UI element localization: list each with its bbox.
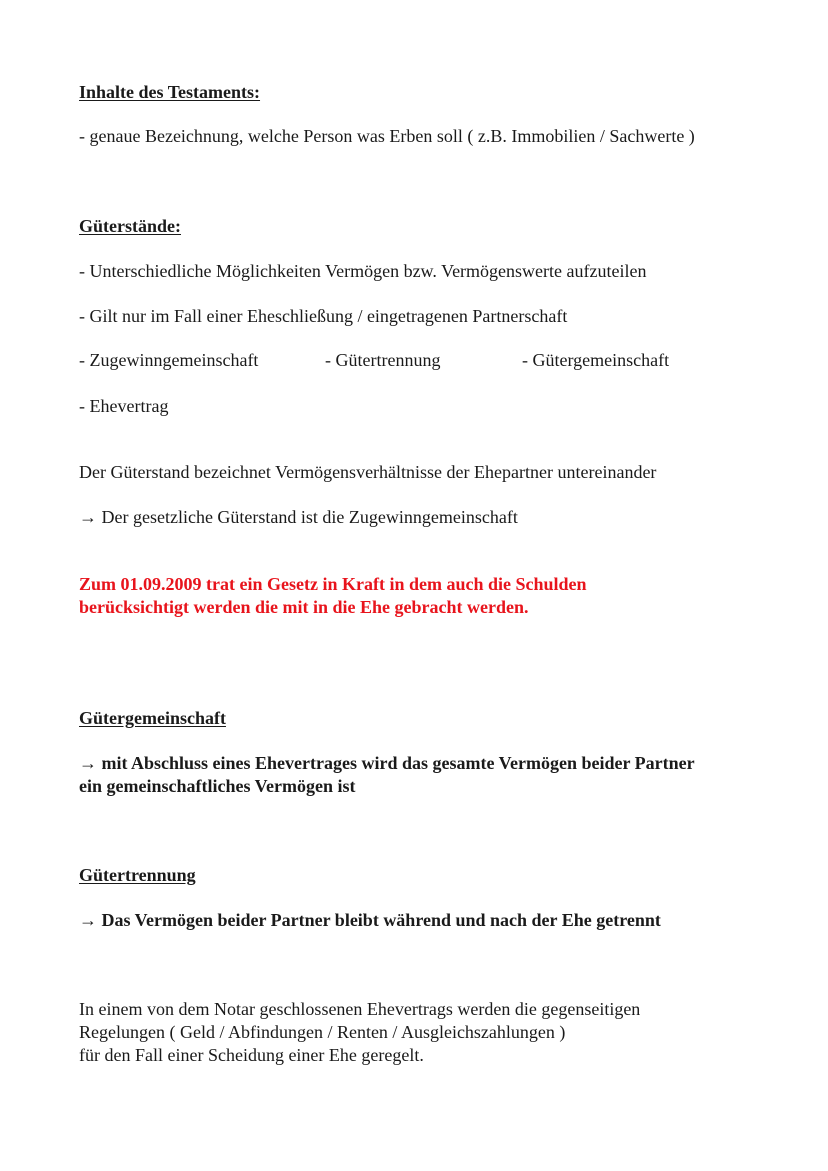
gueterstaende-line-2: - Gilt nur im Fall einer Eheschließung / eingetragenen Partnerschaft: [79, 306, 568, 326]
heading-guetergemeinschaft: Gütergemeinschaft: [79, 708, 226, 728]
gueterstand-types-row: [79, 349, 669, 371]
ehevertrag-line-2: Regelungen ( Geld / Abfindungen / Renten / Ausgleichszahlungen ): [79, 1022, 566, 1042]
type-guetergemeinschaft: - Gütergemeinschaft: [522, 350, 670, 370]
testament-line-1: - genaue Bezeichnung, welche Person was Erben soll ( z.B. Immobilien / Sachwerte ): [79, 126, 695, 146]
heading-guetertrennung: Gütertrennung: [79, 865, 196, 885]
gueterstand-legal: → Der gesetzliche Güterstand ist die Zugewinngemeinschaft: [79, 507, 518, 527]
law-notice-line-2: berücksichtigt werden die mit in die Ehe gebracht werden.: [79, 597, 529, 617]
gueterstaende-line-4: - Ehevertrag: [79, 396, 169, 416]
law-notice-line-1: Zum 01.09.2009 trat ein Gesetz in Kraft in dem auch die Schulden: [79, 574, 587, 594]
heading-gueterstaende: Güterstände:: [79, 216, 181, 236]
type-zugewinngemeinschaft: - Zugewinngemeinschaft: [79, 350, 259, 370]
gueterstaende-line-1: - Unterschiedliche Möglichkeiten Vermögen bzw. Vermögenswerte aufzuteilen: [79, 261, 647, 281]
guetergemeinschaft-line-1: → mit Abschluss eines Ehevertrages wird das gesamte Vermögen beider Partner: [79, 753, 695, 773]
guetergemeinschaft-line-2: ein gemeinschaftliches Vermögen ist: [79, 776, 356, 796]
type-guetertrennung: - Gütertrennung: [325, 350, 441, 370]
gueterstand-definition: Der Güterstand bezeichnet Vermögensverhältnisse der Ehepartner untereinander: [79, 462, 657, 482]
ehevertrag-line-1: In einem von dem Notar geschlossenen Ehevertrags werden die gegenseitigen: [79, 999, 641, 1019]
guetertrennung-line-1: → Das Vermögen beider Partner bleibt während und nach der Ehe getrennt: [79, 910, 661, 930]
ehevertrag-line-3: für den Fall einer Scheidung einer Ehe geregelt.: [79, 1045, 424, 1065]
heading-testament: Inhalte des Testaments:: [79, 82, 261, 102]
